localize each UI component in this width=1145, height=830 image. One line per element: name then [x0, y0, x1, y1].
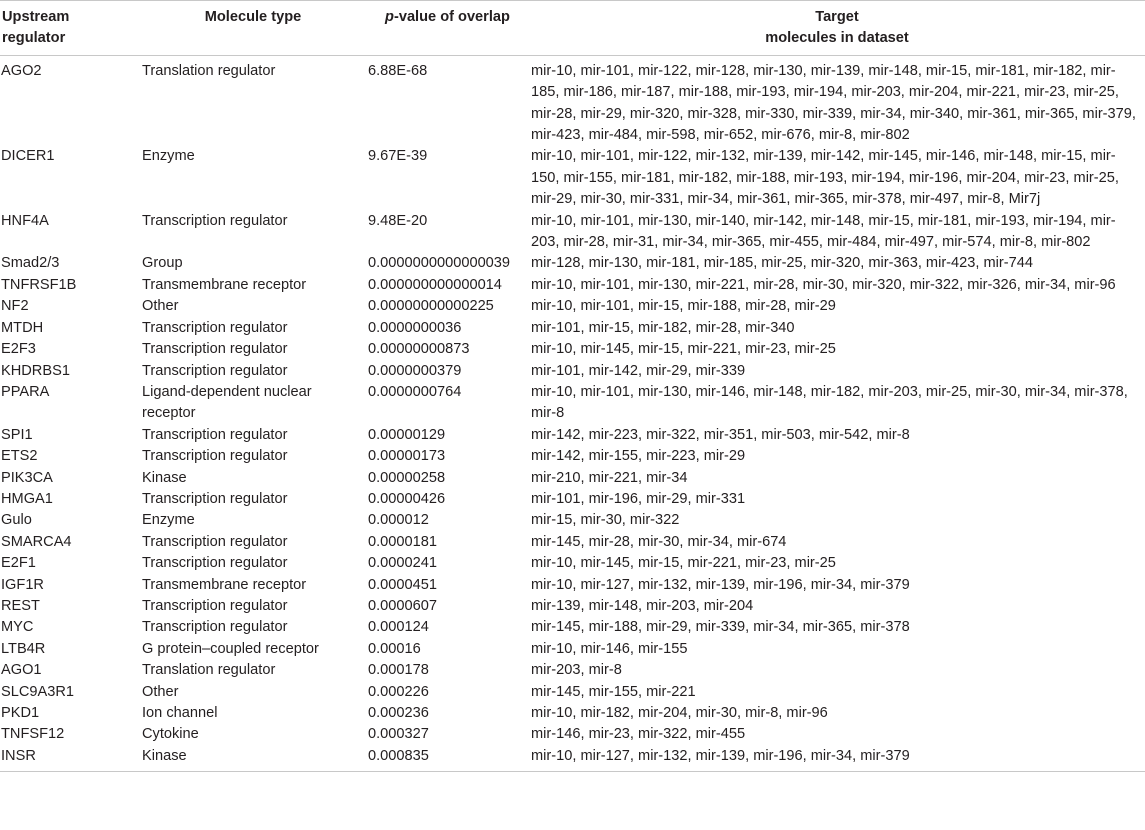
cell-pvalue: 0.000124	[368, 619, 429, 636]
cell-upstream-regulator: PPARA	[1, 383, 50, 400]
cell-molecule-type: Cytokine	[142, 726, 199, 743]
cell-molecule-type: Kinase	[140, 746, 366, 772]
table-row	[0, 510, 1145, 531]
cell-pvalue: 0.00000258	[368, 469, 446, 486]
cell-pvalue: 0.000000000000014	[368, 276, 502, 293]
cell-target-molecules: mir-10, mir-101, mir-130, mir-221, mir-28, mir-30, mir-320, mir-322, mir-326, mir-34, mir-96	[531, 276, 1116, 293]
cell-molecule-type: Transcription regulator	[142, 619, 288, 636]
header-pvalue-italic: p	[385, 9, 394, 25]
table-header	[0, 1, 1145, 56]
table-row	[0, 532, 1145, 553]
table-row	[0, 703, 1145, 724]
cell-target-molecules: mir-10, mir-101, mir-122, mir-128, mir-130, mir-139, mir-148, mir-15, mir-181, mir-182, mir-185, mir-186, mir-187, mir-188, mir-193, mir-194, mir-203, mir-204, mir-221, mir-23, mir-25, mir-28, mir-29, mir-320, mir-328, mir-330, mir-339, mir-34, mir-340, mir-361, mir-365, mir-379, mir-423, mir-484, mir-598, mir-652, mir-676, mir-8, mir-802	[531, 62, 1136, 144]
cell-pvalue: 0.000236	[368, 705, 429, 721]
cell-target-molecules: mir-10, mir-145, mir-15, mir-221, mir-23, mir-25	[531, 555, 836, 572]
header-targets-line2: molecules in dataset	[765, 30, 909, 47]
table-row	[0, 382, 1145, 425]
cell-upstream-regulator: HMGA1	[1, 490, 53, 507]
cell-pvalue: 0.00000426	[368, 490, 446, 507]
cell-target-molecules: mir-142, mir-155, mir-223, mir-29	[531, 448, 746, 465]
cell-target-molecules: mir-146, mir-23, mir-322, mir-455	[531, 726, 746, 743]
cell-molecule-type: Enzyme	[142, 148, 195, 165]
cell-pvalue: 0.0000451	[368, 576, 437, 593]
cell-molecule-type: Enzyme	[142, 512, 195, 529]
table-row	[0, 55, 1145, 146]
cell-pvalue: 0.000178	[368, 662, 429, 679]
cell-target-molecules: mir-10, mir-182, mir-204, mir-30, mir-8, mir-96	[531, 705, 828, 721]
cell-target-molecules: mir-145, mir-188, mir-29, mir-339, mir-34, mir-365, mir-378	[531, 619, 910, 636]
table-row	[0, 682, 1145, 703]
cell-molecule-type: Transcription regulator	[142, 490, 288, 507]
cell-molecule-type: Translation regulator	[142, 662, 276, 679]
table-row	[0, 746, 1145, 772]
cell-molecule-type: Other	[142, 298, 179, 315]
cell-molecule-type: Translation regulator	[142, 62, 276, 79]
header-regulator-line1: Upstream	[2, 9, 70, 25]
cell-molecule-type: Transmembrane receptor	[142, 576, 307, 593]
cell-molecule-type: Kinase	[142, 469, 187, 486]
cell-target-molecules: mir-145, mir-155, mir-221	[531, 683, 696, 700]
cell-upstream-regulator: HNF4A	[1, 212, 49, 229]
cell-upstream-regulator: MYC	[1, 619, 34, 636]
cell-upstream-regulator: AGO2	[1, 62, 42, 79]
cell-target-molecules: mir-203, mir-8	[531, 662, 622, 679]
cell-upstream-regulator: IGF1R	[1, 576, 44, 593]
cell-target-molecules: mir-10, mir-146, mir-155	[531, 640, 688, 657]
table-body	[0, 55, 1145, 771]
cell-upstream-regulator: PIK3CA	[1, 469, 53, 486]
cell-target-molecules: mir-10, mir-101, mir-122, mir-132, mir-139, mir-142, mir-145, mir-146, mir-148, mir-15, mir-150, mir-155, mir-181, mir-182, mir-188, mir-193, mir-194, mir-196, mir-204, mir-23, mir-25, mir-29, mir-30, mir-331, mir-34, mir-361, mir-365, mir-378, mir-497, mir-8, Mir7j	[531, 148, 1119, 208]
table-row	[0, 253, 1145, 274]
cell-molecule-type: Transcription regulator	[142, 555, 288, 572]
cell-molecule-type: Transcription regulator	[142, 212, 288, 229]
cell-target-molecules: mir-101, mir-196, mir-29, mir-331	[531, 490, 746, 507]
cell-target-molecules: mir-101, mir-15, mir-182, mir-28, mir-340	[531, 319, 795, 336]
cell-molecule-type: Transcription regulator	[142, 341, 288, 358]
header-targets-line1: Target	[815, 9, 859, 25]
cell-molecule-type: Group	[142, 255, 183, 272]
header-upstream-regulator	[0, 1, 140, 56]
cell-upstream-regulator: ETS2	[1, 448, 38, 465]
cell-upstream-regulator: PKD1	[1, 705, 40, 721]
cell-target-molecules: mir-145, mir-28, mir-30, mir-34, mir-674	[531, 533, 787, 550]
cell-pvalue: 0.0000241	[368, 555, 437, 572]
cell-target-molecules: mir-10, mir-127, mir-132, mir-139, mir-196, mir-34, mir-379	[529, 746, 1145, 772]
cell-pvalue: 0.0000607	[368, 597, 437, 614]
table-row	[0, 617, 1145, 638]
header-pvalue-rest: -value of overlap	[393, 9, 510, 25]
header-row	[0, 1, 1145, 56]
table-row	[0, 446, 1145, 467]
table-row	[0, 361, 1145, 382]
cell-target-molecules: mir-10, mir-101, mir-15, mir-188, mir-28, mir-29	[531, 298, 836, 315]
cell-upstream-regulator: NF2	[1, 298, 29, 315]
cell-upstream-regulator: DICER1	[1, 148, 55, 165]
cell-upstream-regulator: MTDH	[1, 319, 44, 336]
cell-pvalue: 0.0000000764	[368, 383, 462, 400]
cell-target-molecules: mir-10, mir-145, mir-15, mir-221, mir-23, mir-25	[531, 341, 836, 358]
cell-molecule-type: Transcription regulator	[142, 448, 288, 465]
cell-pvalue: 0.0000000000000039	[368, 255, 511, 272]
table-row	[0, 318, 1145, 339]
cell-upstream-regulator: INSR	[0, 746, 140, 772]
cell-molecule-type: Ion channel	[142, 705, 218, 721]
cell-target-molecules: mir-101, mir-142, mir-29, mir-339	[531, 362, 746, 379]
cell-upstream-regulator: REST	[1, 597, 40, 614]
cell-target-molecules: mir-10, mir-127, mir-132, mir-139, mir-196, mir-34, mir-379	[531, 576, 910, 593]
table-row	[0, 489, 1145, 510]
cell-upstream-regulator: SPI1	[1, 426, 33, 443]
table-row	[0, 660, 1145, 681]
cell-upstream-regulator: TNFSF12	[1, 726, 65, 743]
cell-upstream-regulator: E2F3	[1, 341, 36, 358]
cell-pvalue: 0.00000129	[368, 426, 446, 443]
cell-target-molecules: mir-128, mir-130, mir-181, mir-185, mir-25, mir-320, mir-363, mir-423, mir-744	[531, 255, 1033, 272]
cell-molecule-type: Other	[142, 683, 179, 700]
cell-pvalue: 0.00016	[368, 640, 421, 657]
cell-molecule-type: Transcription regulator	[142, 426, 288, 443]
cell-pvalue: 0.0000000379	[368, 362, 462, 379]
cell-pvalue: 0.00000173	[368, 448, 446, 465]
table-row	[0, 146, 1145, 210]
cell-upstream-regulator: Smad2/3	[1, 255, 60, 272]
table-row	[0, 639, 1145, 660]
table-row	[0, 296, 1145, 317]
cell-target-molecules: mir-139, mir-148, mir-203, mir-204	[531, 597, 754, 614]
cell-pvalue: 9.67E-39	[368, 148, 428, 165]
cell-molecule-type: Transcription regulator	[142, 319, 288, 336]
cell-upstream-regulator: SMARCA4	[1, 533, 72, 550]
table-row	[0, 339, 1145, 360]
cell-pvalue: 6.88E-68	[368, 62, 428, 79]
table-row	[0, 468, 1145, 489]
cell-upstream-regulator: KHDRBS1	[1, 362, 70, 379]
cell-molecule-type: G protein–coupled receptor	[142, 640, 319, 657]
cell-molecule-type: Transcription regulator	[142, 533, 288, 550]
cell-pvalue: 0.000835	[366, 746, 529, 772]
cell-molecule-type: Transmembrane receptor	[142, 276, 307, 293]
table-row	[0, 275, 1145, 296]
table-row	[0, 724, 1145, 745]
table-row	[0, 553, 1145, 574]
cell-upstream-regulator: TNFRSF1B	[1, 276, 77, 293]
cell-target-molecules: mir-15, mir-30, mir-322	[531, 512, 680, 529]
cell-upstream-regulator: LTB4R	[1, 640, 46, 657]
cell-pvalue: 0.000327	[368, 726, 429, 743]
cell-pvalue: 0.0000000036	[368, 319, 462, 336]
cell-upstream-regulator: E2F1	[1, 555, 36, 572]
cell-pvalue: 0.0000181	[368, 533, 437, 550]
cell-pvalue: 9.48E-20	[368, 212, 428, 229]
cell-upstream-regulator: AGO1	[1, 662, 42, 679]
cell-target-molecules: mir-10, mir-101, mir-130, mir-146, mir-148, mir-182, mir-203, mir-25, mir-30, mir-34, mir-378, mir-8	[531, 383, 1128, 422]
header-molecule-type-label: Molecule type	[204, 9, 302, 25]
cell-pvalue: 0.000226	[368, 683, 429, 700]
table-row	[0, 425, 1145, 446]
header-target-molecules	[529, 1, 1145, 56]
table-row	[0, 575, 1145, 596]
cell-molecule-type: Transcription regulator	[142, 597, 288, 614]
cell-pvalue: 0.00000000873	[368, 341, 470, 358]
header-regulator-line2: regulator	[2, 30, 66, 47]
header-pvalue	[366, 1, 529, 56]
cell-molecule-type: Ligand-dependent nuclear receptor	[142, 383, 312, 422]
cell-target-molecules: mir-210, mir-221, mir-34	[531, 469, 688, 486]
header-molecule-type	[140, 1, 366, 56]
table-row	[0, 211, 1145, 254]
cell-target-molecules: mir-10, mir-101, mir-130, mir-140, mir-142, mir-148, mir-15, mir-181, mir-193, mir-194, mir-203, mir-28, mir-31, mir-34, mir-365, mir-455, mir-484, mir-497, mir-574, mir-8, mir-802	[531, 212, 1116, 251]
cell-target-molecules: mir-142, mir-223, mir-322, mir-351, mir-503, mir-542, mir-8	[531, 426, 910, 443]
table-row	[0, 596, 1145, 617]
cell-pvalue: 0.000012	[368, 512, 429, 529]
cell-molecule-type: Transcription regulator	[142, 362, 288, 379]
cell-upstream-regulator: SLC9A3R1	[1, 683, 75, 700]
cell-pvalue: 0.00000000000225	[368, 298, 494, 315]
cell-upstream-regulator: Gulo	[1, 512, 32, 529]
